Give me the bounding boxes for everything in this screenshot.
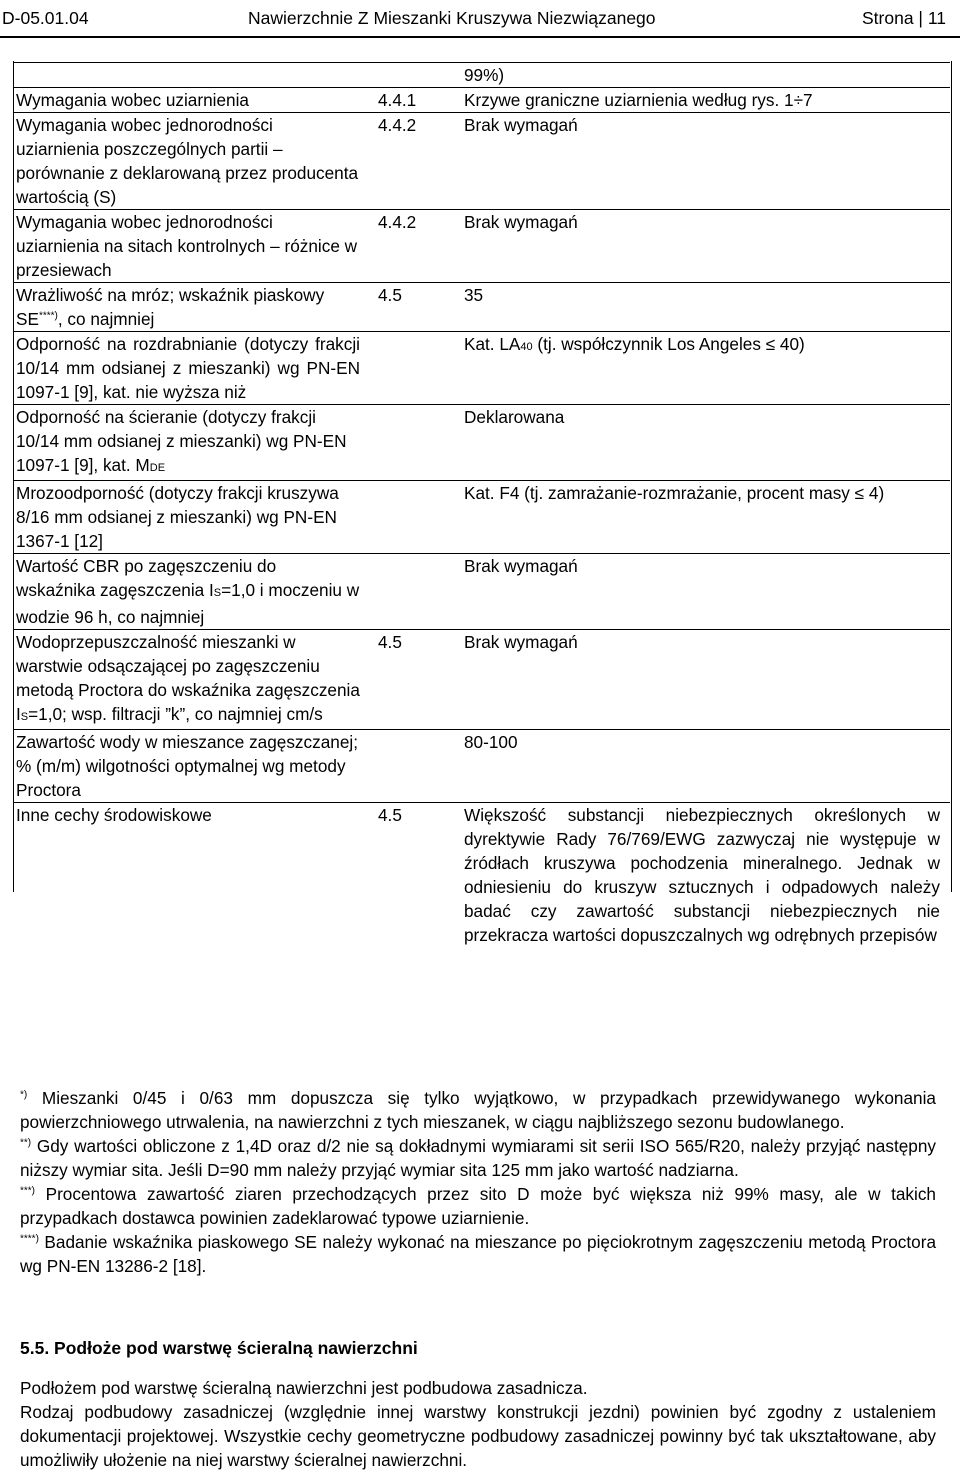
cell-text: , co najmniej (57, 309, 155, 329)
footnotes (20, 1086, 936, 1278)
cell-text: Wodoprzepuszczalność mieszanki w warstwie odsączającej po zagęszczeniu metodą Proctora do wskaźnika zagęszczenia I (16, 632, 360, 724)
paragraph: Rodzaj podbudowy zasadniczej (względnie innej warstwy konstrukcji jezdni) powinien być zgodny z ustaleniem dokumentacji projektowej. Wszystkie cechy geometryczne podbudowy zasadniczej powinny być tak ukształtowane, aby umożliwiły ułożenie na niej warstwy ścieralnej nawierzchni. (20, 1402, 936, 1470)
table-cell-requirement: Deklarowana (458, 405, 950, 481)
table-cell-property (14, 405, 370, 481)
table-row (14, 113, 950, 210)
table-cell-requirement: Kat. F4 (tj. zamrażanie-rozmrażanie, procent masy ≤ 4) (458, 481, 950, 554)
subscript: 40 (520, 341, 533, 353)
page-number: Strona | 11 (862, 8, 946, 28)
table-cell-clause: 4.4.2 (370, 210, 458, 283)
table-cell-clause (370, 481, 458, 554)
table-row (14, 730, 950, 803)
table-cell-requirement: 99%) (458, 63, 950, 88)
subscript: S (20, 711, 29, 723)
header-rule (0, 36, 960, 38)
table-cell-requirement: 35 (458, 283, 950, 332)
footnote (20, 1230, 936, 1278)
cell-text: Wartość CBR po zagęszczeniu do wskaźnika zagęszczenia I (16, 556, 277, 600)
table-cell-requirement: Brak wymagań (458, 210, 950, 283)
table-row (14, 283, 950, 332)
table-cell-property: Wymagania wobec jednorodności uziarnienia poszczególnych partii – porównanie z deklarowaną przez producenta wartością (S) (14, 113, 370, 210)
table-cell-clause (370, 730, 458, 803)
table-cell-requirement: Brak wymagań (458, 113, 950, 210)
footnote (20, 1086, 936, 1134)
footnote-mark: *) (20, 1089, 28, 1101)
table-cell-clause: 4.5 (370, 630, 458, 730)
table-cell-property (14, 630, 370, 730)
footnote (20, 1182, 936, 1230)
page-header (0, 0, 960, 36)
table-cell-clause (370, 332, 458, 405)
table-row (14, 88, 950, 113)
table-cell-requirement: Brak wymagań (458, 554, 950, 630)
table-cell-requirement: 80-100 (458, 730, 950, 803)
cell-text: Odporność na ścieranie (dotyczy frakcji 10/14 mm odsianej z mieszanki) wg PN-EN 1097-1 [9], kat. M (16, 407, 347, 475)
footnote-mark: ****) (20, 1233, 39, 1245)
table-cell-clause: 4.4.1 (370, 88, 458, 113)
footnote-mark: ****) (38, 310, 58, 322)
table-cell-clause: 4.4.2 (370, 113, 458, 210)
table-cell-property (14, 283, 370, 332)
cell-text: =1,0 i moczeniu w wodzie 96 h, co najmniej (16, 580, 360, 627)
table-row (14, 803, 950, 948)
table-cell-property (14, 63, 370, 88)
table-cell-clause: 4.5 (370, 283, 458, 332)
table-row (14, 630, 950, 730)
cell-text: Wrażliwość na mróz; wskaźnik piaskowy SE (16, 285, 325, 329)
paragraph: Podłożem pod warstwę ścieralną nawierzchni jest podbudowa zasadnicza. (20, 1378, 588, 1398)
footnote-text: Procentowa zawartość ziaren przechodzących przez sito D może być większa niż 99% masy, ale w takich przypadkach dostawca powinien zadeklarować typowe uziarnienie. (20, 1184, 936, 1228)
table-cell-clause: 4.5 (370, 803, 458, 948)
table-row (14, 481, 950, 554)
requirements-table (14, 62, 950, 947)
footnote-text: Mieszanki 0/45 i 0/63 mm dopuszcza się tylko wyjątkowo, w przypadkach przewidywanego wykonania powierzchniowego utrwalenia, na nawierzchni z tych mieszanek, w ciągu najbliższego sezonu budowlanego. (20, 1088, 936, 1132)
footnote-text: Badanie wskaźnika piaskowego SE należy wykonać na mieszance po pięciokrotnym zagęszczeniu metodą Proctora wg PN-EN 13286-2 [18]. (20, 1232, 936, 1276)
table-cell-clause (370, 554, 458, 630)
document-title: Nawierzchnie Z Mieszanki Kruszywa Niezwiązanego (248, 8, 656, 28)
table-cell-property (14, 554, 370, 630)
table-row (14, 63, 950, 88)
footnote-mark: ***) (20, 1185, 36, 1197)
table-cell-requirement (458, 332, 950, 405)
table-cell-property: Odporność na rozdrabnianie (dotyczy frakcji 10/14 mm odsianej z mieszanki) wg PN-EN 1097-1 [9], kat. nie wyższa niż (14, 332, 370, 405)
table-cell-clause (370, 405, 458, 481)
table-row (14, 332, 950, 405)
table-row (14, 210, 950, 283)
section-heading: 5.5. Podłoże pod warstwę ścieralną nawierzchni (20, 1338, 418, 1358)
table-cell-property: Wymagania wobec jednorodności uziarnienia na sitach kontrolnych – różnice w przesiewach (14, 210, 370, 283)
footnote-text: Gdy wartości obliczone z 1,4D oraz d/2 nie są dokładnymi wymiarami sit serii ISO 565/R20, należy przyjąć następny niższy wymiar sita. Jeśli D=90 mm należy przyjąć wymiar sita 125 mm jako wartość nadziarna. (20, 1136, 936, 1180)
cell-text: Kat. LA (464, 334, 521, 354)
table-cell-property: Wymagania wobec uziarnienia (14, 88, 370, 113)
table-cell-requirement: Brak wymagań (458, 630, 950, 730)
table-cell-property: Inne cechy środowiskowe (14, 803, 370, 948)
subscript: DE (149, 462, 166, 474)
table-cell-clause (370, 63, 458, 88)
table-cell-requirement: Krzywe graniczne uziarnienia według rys. 1÷7 (458, 88, 950, 113)
table-row (14, 554, 950, 630)
table-cell-property: Mrozoodporność (dotyczy frakcji kruszywa 8/16 mm odsianej z mieszanki) wg PN-EN 1367-1 [12] (14, 481, 370, 554)
table-cell-property: Zawartość wody w mieszance zagęszczanej; % (m/m) wilgotności optymalnej wg metody Proctora (14, 730, 370, 803)
footnote (20, 1134, 936, 1182)
document-code: D-05.01.04 (2, 8, 89, 28)
section-body (20, 1376, 936, 1472)
table-cell-requirement: Większość substancji niebezpiecznych określonych w dyrektywie Rady 76/769/EWG zazwyczaj nie występuje w źródłach kruszywa pochodzenia mineralnego. Jednak w odniesieniu do kruszyw sztucznych i odpadowych należy badać czy zawartość substancji niebezpiecznych nie przekracza wartości dopuszczalnych wg odrębnych przepisów (458, 803, 950, 948)
footnote-mark: **) (20, 1137, 32, 1149)
subscript: S (213, 587, 222, 599)
cell-text: (tj. współczynnik Los Angeles ≤ 40) (532, 334, 805, 354)
cell-text: =1,0; wsp. filtracji ”k”, co najmniej cm/s (28, 704, 323, 724)
table-row (14, 405, 950, 481)
